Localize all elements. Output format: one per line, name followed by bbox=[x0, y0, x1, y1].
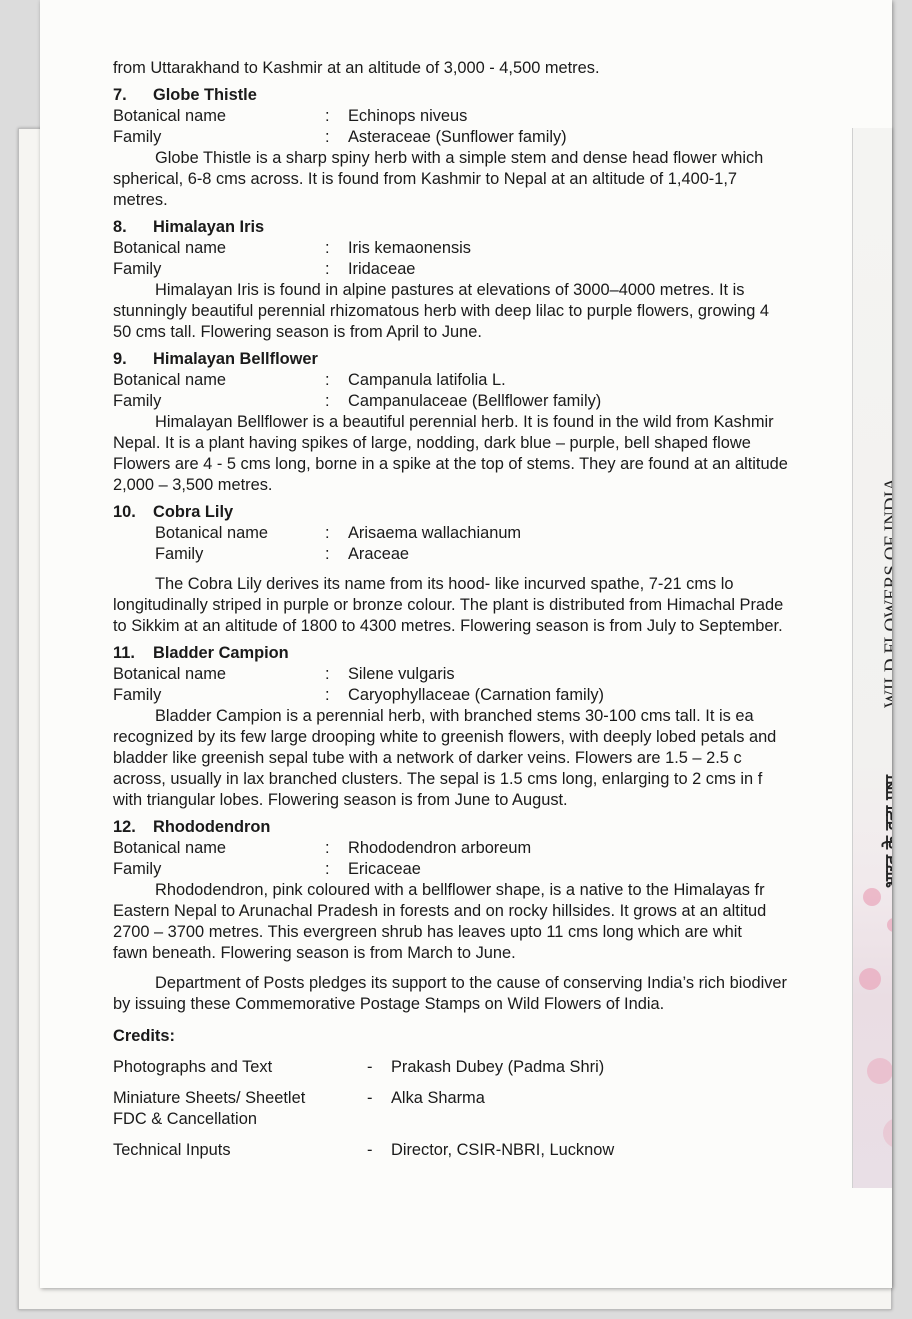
family-value: Araceae bbox=[348, 545, 410, 563]
flower-name: Rhododendron bbox=[153, 818, 271, 836]
botanical-row bbox=[113, 523, 873, 544]
blossom-decoration bbox=[883, 1118, 892, 1148]
botanical-row bbox=[113, 106, 873, 127]
credit-dash: - bbox=[367, 1058, 373, 1076]
intro-line: from Uttarakhand to Kashmir at an altitude of 3,000 - 4,500 metres. bbox=[113, 59, 600, 77]
description-line: Rhododendron, pink coloured with a bellflower shape, is a native to the Himalayas fr bbox=[155, 881, 765, 899]
document-page bbox=[40, 0, 902, 1288]
family-row bbox=[113, 859, 873, 880]
botanical-value: Silene vulgaris bbox=[348, 665, 455, 683]
flower-heading bbox=[113, 85, 873, 106]
flower-heading bbox=[113, 217, 873, 238]
flower-description bbox=[113, 880, 873, 964]
family-row bbox=[113, 544, 873, 565]
description-line: 2700 – 3700 metres. This evergreen shrub has leaves upto 11 cms long which are whit bbox=[113, 923, 742, 941]
family-value: Caryophyllaceae (Carnation family) bbox=[348, 686, 604, 704]
credit-role-line: Photographs and Text bbox=[113, 1058, 273, 1076]
description-line: to Sikkim at an altitude of 1800 to 4300 metres. Flowering season is from July to September. bbox=[113, 617, 783, 635]
family-label: Family bbox=[155, 545, 204, 563]
credit-person: Alka Sharma bbox=[391, 1089, 485, 1107]
family-value: Campanulaceae (Bellflower family) bbox=[348, 392, 602, 410]
flower-number: 11. bbox=[113, 644, 135, 662]
flower-name: Cobra Lily bbox=[153, 503, 234, 521]
flower-heading bbox=[113, 643, 873, 664]
credit-person: Director, CSIR-NBRI, Lucknow bbox=[391, 1141, 615, 1159]
colon: : bbox=[325, 686, 330, 704]
flower-description bbox=[113, 280, 873, 343]
credit-role-line: FDC & Cancellation bbox=[113, 1110, 257, 1128]
family-value: Asteraceae (Sunflower family) bbox=[348, 128, 567, 146]
family-row bbox=[113, 127, 873, 148]
description-line: Eastern Nepal to Arunachal Pradesh in forests and on rocky hillsides. It grows at an altitud bbox=[113, 902, 767, 920]
colon: : bbox=[325, 371, 330, 389]
description-line: with triangular lobes. Flowering season is from June to August. bbox=[113, 791, 568, 809]
credit-row bbox=[113, 1057, 873, 1078]
description-line: 50 cms tall. Flowering season is from April to June. bbox=[113, 323, 482, 341]
family-label: Family bbox=[113, 260, 162, 278]
description-line: recognized by its few large drooping white to greenish flowers, with deeply lobed petals and bbox=[113, 728, 777, 746]
botanical-row bbox=[113, 838, 873, 859]
flower-name: Globe Thistle bbox=[153, 86, 257, 104]
flower-number: 9. bbox=[113, 350, 127, 368]
colon: : bbox=[325, 107, 330, 125]
credit-role-line: Miniature Sheets/ Sheetlet bbox=[113, 1089, 306, 1107]
flower-number: 12. bbox=[113, 818, 136, 836]
credit-role-line: Technical Inputs bbox=[113, 1141, 231, 1159]
botanical-label: Botanical name bbox=[155, 524, 268, 542]
document-body bbox=[113, 58, 873, 1161]
colon: : bbox=[325, 839, 330, 857]
botanical-label: Botanical name bbox=[113, 239, 226, 257]
flower-number: 7. bbox=[113, 86, 127, 104]
credit-dash: - bbox=[367, 1141, 373, 1159]
credit-role bbox=[113, 1140, 367, 1161]
botanical-value: Rhododendron arboreum bbox=[348, 839, 532, 857]
botanical-value: Iris kemaonensis bbox=[348, 239, 471, 257]
botanical-label: Botanical name bbox=[113, 371, 226, 389]
stamp-title-english: WILD FLOWERS OF INDIA bbox=[881, 477, 902, 708]
botanical-value: Arisaema wallachianum bbox=[348, 524, 522, 542]
botanical-row bbox=[113, 664, 873, 685]
stamp-title-hindi: भारत के वन्य पुष्प bbox=[882, 775, 902, 888]
flower-description bbox=[113, 706, 873, 811]
closing-line: Department of Posts pledges its support to the cause of conserving India’s rich biodiver bbox=[155, 974, 787, 992]
description-line: Bladder Campion is a perennial herb, with branched stems 30-100 cms tall. It is ea bbox=[155, 707, 754, 725]
family-label: Family bbox=[113, 128, 162, 146]
flower-number: 10. bbox=[113, 503, 136, 521]
description-line: longitudinally striped in purple or bronze colour. The plant is distributed from Himachal Prade bbox=[113, 596, 784, 614]
description-line: Nepal. It is a plant having spikes of large, nodding, dark blue – purple, bell shaped flowe bbox=[113, 434, 751, 452]
family-label: Family bbox=[113, 860, 162, 878]
description-line: Globe Thistle is a sharp spiny herb with a simple stem and dense head flower which bbox=[155, 149, 764, 167]
credit-role bbox=[113, 1057, 367, 1078]
credit-person: Prakash Dubey (Padma Shri) bbox=[391, 1058, 605, 1076]
colon: : bbox=[325, 860, 330, 878]
flower-description bbox=[113, 574, 873, 637]
credits-title: Credits: bbox=[113, 1027, 175, 1045]
botanical-label: Botanical name bbox=[113, 665, 226, 683]
description-line: across, usually in lax branched clusters. The sepal is 1.5 cms long, enlarging to 2 cms in f bbox=[113, 770, 763, 788]
botanical-label: Botanical name bbox=[113, 107, 226, 125]
colon: : bbox=[325, 545, 330, 563]
family-label: Family bbox=[113, 686, 162, 704]
closing-paragraph bbox=[113, 973, 873, 1015]
credit-row bbox=[113, 1140, 873, 1161]
description-line: fawn beneath. Flowering season is from March to June. bbox=[113, 944, 516, 962]
flower-heading bbox=[113, 349, 873, 370]
botanical-value: Echinops niveus bbox=[348, 107, 468, 125]
flower-list bbox=[113, 85, 873, 964]
botanical-row bbox=[113, 238, 873, 259]
family-label: Family bbox=[113, 392, 162, 410]
description-line: Himalayan Iris is found in alpine pastures at elevations of 3000–4000 metres. It is bbox=[155, 281, 745, 299]
flower-heading bbox=[113, 817, 873, 838]
description-line: stunningly beautiful perennial rhizomatous herb with deep lilac to purple flowers, growing 4 bbox=[113, 302, 770, 320]
flower-name: Himalayan Bellflower bbox=[153, 350, 318, 368]
botanical-label: Botanical name bbox=[113, 839, 226, 857]
credit-role bbox=[113, 1088, 367, 1130]
family-row bbox=[113, 685, 873, 706]
family-value: Ericaceae bbox=[348, 860, 421, 878]
description-line: bladder like greenish sepal tube with a network of darker veins. Flowers are 1.5 – 2.5 c bbox=[113, 749, 742, 767]
family-value: Iridaceae bbox=[348, 260, 416, 278]
colon: : bbox=[325, 665, 330, 683]
colon: : bbox=[325, 524, 330, 542]
botanical-value: Campanula latifolia L. bbox=[348, 371, 506, 389]
family-row bbox=[113, 259, 873, 280]
botanical-row bbox=[113, 370, 873, 391]
description-line: metres. bbox=[113, 191, 168, 209]
description-line: Himalayan Bellflower is a beautiful perennial herb. It is found in the wild from Kashmir bbox=[155, 413, 774, 431]
colon: : bbox=[325, 260, 330, 278]
flower-description bbox=[113, 412, 873, 496]
family-row bbox=[113, 391, 873, 412]
credits-list bbox=[113, 1057, 873, 1161]
flower-description bbox=[113, 148, 873, 211]
colon: : bbox=[325, 239, 330, 257]
flower-name: Himalayan Iris bbox=[153, 218, 265, 236]
credit-row bbox=[113, 1088, 873, 1130]
credit-dash: - bbox=[367, 1089, 373, 1107]
closing-line: by issuing these Commemorative Postage Stamps on Wild Flowers of India. bbox=[113, 995, 665, 1013]
description-line: Flowers are 4 - 5 cms long, borne in a spike at the top of stems. They are found at an altitude bbox=[113, 455, 788, 473]
colon: : bbox=[325, 128, 330, 146]
flower-heading bbox=[113, 502, 873, 523]
flower-number: 8. bbox=[113, 218, 127, 236]
description-line: spherical, 6-8 cms across. It is found from Kashmir to Nepal at an altitude of 1,400-1,7 bbox=[113, 170, 738, 188]
colon: : bbox=[325, 392, 330, 410]
description-line: 2,000 – 3,500 metres. bbox=[113, 476, 273, 494]
description-line: The Cobra Lily derives its name from its hood- like incurved spathe, 7-21 cms lo bbox=[155, 575, 734, 593]
flower-name: Bladder Campion bbox=[153, 644, 289, 662]
